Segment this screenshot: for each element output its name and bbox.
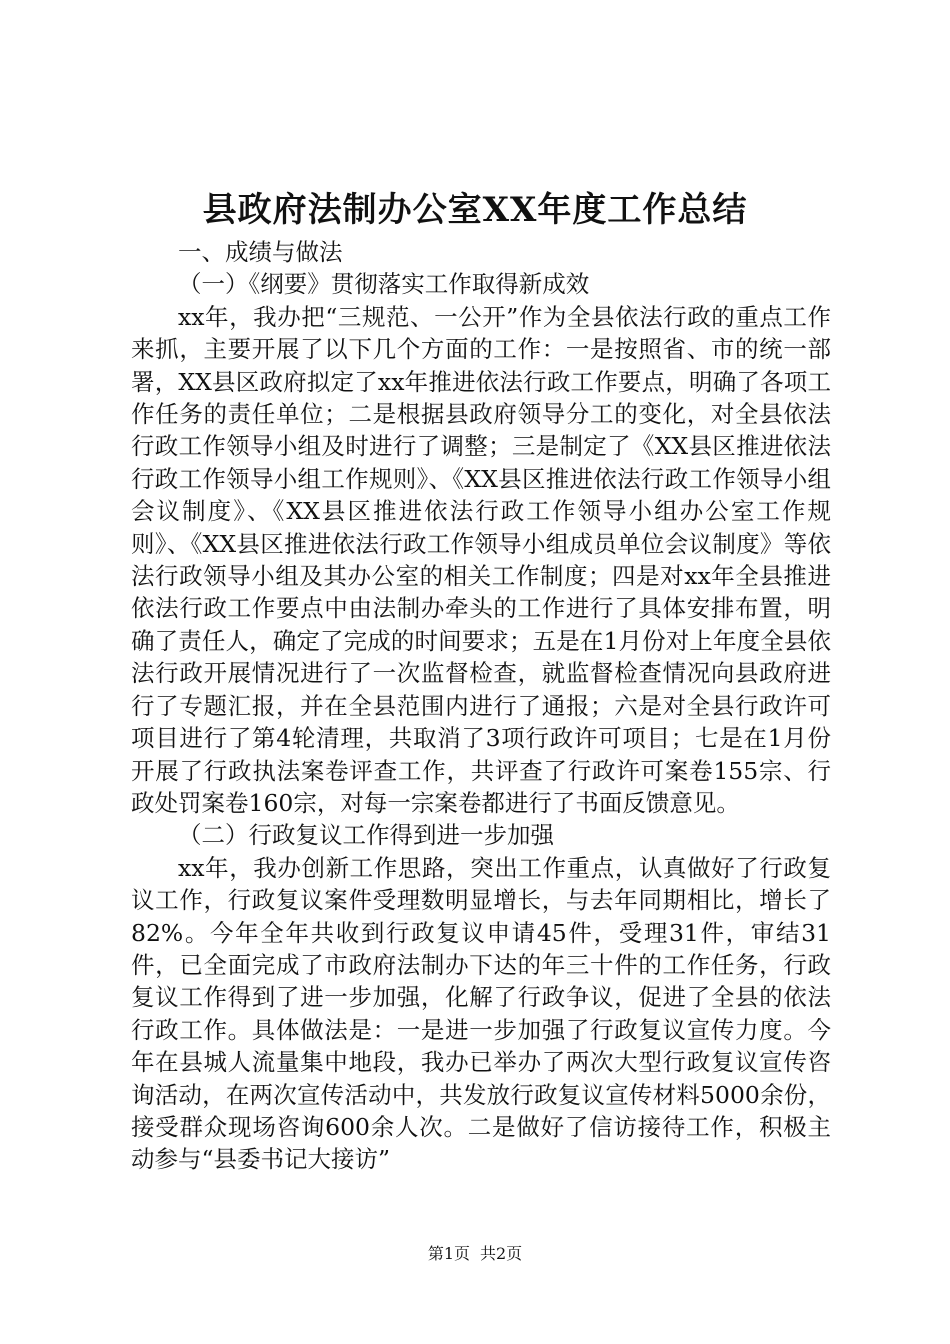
subsection-heading: （二）行政复议工作得到进一步加强: [178, 821, 554, 850]
body-paragraph: xx年，我办创新工作思路，突出工作重点，认真做好了行政复议工作，行政复议案件受理数明显增长，与去年同期相比，增长了82%。今年全年共收到行政复议申请45件，受理31件，审结31件，已全面完成了市政府法制办下达的年三十件的工作任务，行政复议工作得到了进一步加强，化解了行政争议，促进了全县的依法行政工作。具体做法是：一是进一步加强了行政复议宣传力度。今年在县城人流量集中地段，我办已举办了两次大型行政复议宣传咨询活动，在两次宣传活动中，共发放行政复议宣传材料5000余份，接受群众现场咨询600余人次。二是做好了信访接待工作，积极主动参与“县委书记大接访”: [131, 853, 831, 1174]
body-paragraph: xx年，我办把“三规范、一公开”作为全县依法行政的重点工作来抓，主要开展了以下几个方面的工作：一是按照省、市的统一部署，XX县区政府拟定了xx年推进依法行政工作要点，明确了各项工作任务的责任单位；二是根据县政府领导分工的变化，对全县依法行政工作领导小组及时进行了调整；三是制定了《XX县区推进依法行政工作领导小组工作规则》、《XX县区推进依法行政工作领导小组会议制度》、《XX县区推进依法行政工作领导小组办公室工作规则》、《XX县区推进依法行政工作领导小组成员单位会议制度》等依法行政领导小组及其办公室的相关工作制度；四是对xx年全县推进依法行政工作要点中由法制办牵头的工作进行了具体安排布置，明确了责任人，确定了完成的时间要求；五是在1月份对上年度全县依法行政开展情况进行了一次监督检查，就监督检查情况向县政府进行了专题汇报，并在全县范围内进行了通报；六是对全县行政许可项目进行了第4轮清理，共取消了3项行政许可项目；七是在1月份开展了行政执法案卷评查工作，共评查了行政许可案卷155宗、行政处罚案卷160宗，对每一宗案卷都进行了书面反馈意见。: [131, 302, 831, 817]
page-footer: [0, 1243, 950, 1265]
document-title: 县政府法制办公室XX年度工作总结: [202, 190, 748, 230]
subsection-heading: （一）《纲要》贯彻落实工作取得新成效: [178, 270, 590, 299]
section-heading: 一、成绩与做法: [178, 238, 343, 266]
page-total: 共2页: [480, 1244, 523, 1263]
document-body: [131, 236, 831, 1176]
page-number: 第1页: [427, 1244, 470, 1263]
